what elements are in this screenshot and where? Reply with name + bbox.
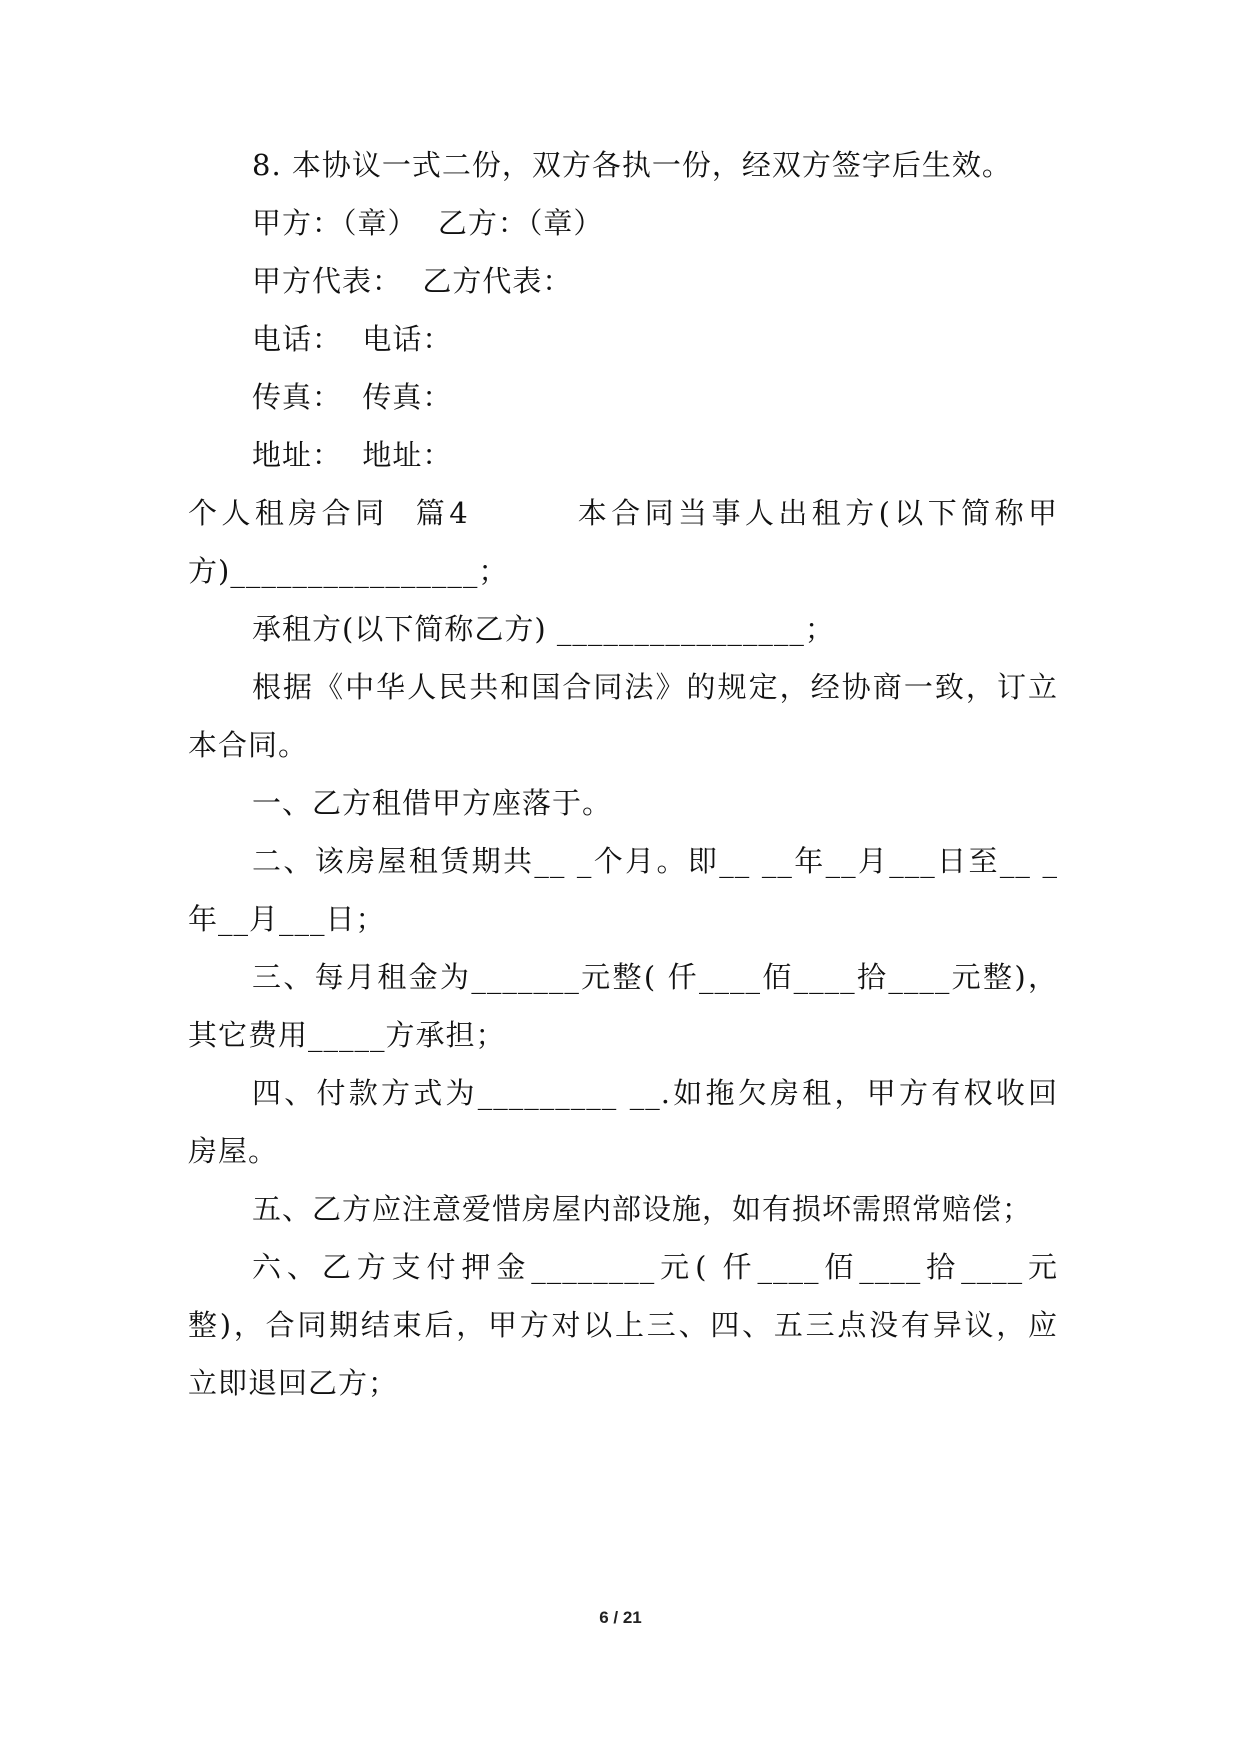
clause-6-line-2: 整)，合同期结束后，甲方对以上三、四、五三点没有异议，应 xyxy=(188,1308,1058,1342)
seal-line: 甲方：（章） 乙方：（章） xyxy=(252,206,604,240)
preamble-line-2: 本合同。 xyxy=(188,728,309,762)
clause-6-line-3: 立即退回乙方； xyxy=(188,1366,399,1400)
clause-6-line-1: 六、乙方支付押金________元( 仟____佰____拾____元 xyxy=(252,1250,1058,1284)
lessor-line: 方)________________； xyxy=(188,554,509,588)
clause-3-line-2: 其它费用_____方承担； xyxy=(188,1018,506,1052)
clause-8-line: 8. 本协议一式二份，双方各执一份，经双方签字后生效。 xyxy=(252,148,1012,182)
clause-5: 五、乙方应注意爱惜房屋内部设施，如有损坏需照常赔偿； xyxy=(252,1192,1033,1226)
clause-3-line-1: 三、每月租金为_______元整( 仟____佰____拾____元整)， xyxy=(252,960,1058,994)
clause-4-line-2: 房屋。 xyxy=(188,1134,279,1168)
clause-1: 一、乙方租借甲方座落于。 xyxy=(252,786,613,820)
lessee-line: 承租方(以下简称乙方) ________________； xyxy=(252,612,835,646)
address-line: 地址： 地址： xyxy=(252,438,453,472)
preamble-line-1: 根据《中华人民共和国合同法》的规定，经协商一致，订立 xyxy=(252,670,1058,704)
representative-line: 甲方代表： 乙方代表： xyxy=(252,264,573,298)
contract-heading-line: 个人租房合同 篇4 本合同当事人出租方(以下简称甲 xyxy=(188,496,1058,530)
page-number: 6 / 21 xyxy=(599,1608,642,1627)
clause-4-line-1: 四、付款方式为_________ __.如拖欠房租，甲方有权收回 xyxy=(252,1076,1058,1110)
clause-2-line-2: 年__月___日； xyxy=(188,902,386,936)
phone-line: 电话： 电话： xyxy=(252,322,453,356)
clause-2-line-1: 二、该房屋租赁期共__ _个月。即__ __年__月___日至__ _ xyxy=(252,844,1058,878)
fax-line: 传真： 传真： xyxy=(252,380,453,414)
